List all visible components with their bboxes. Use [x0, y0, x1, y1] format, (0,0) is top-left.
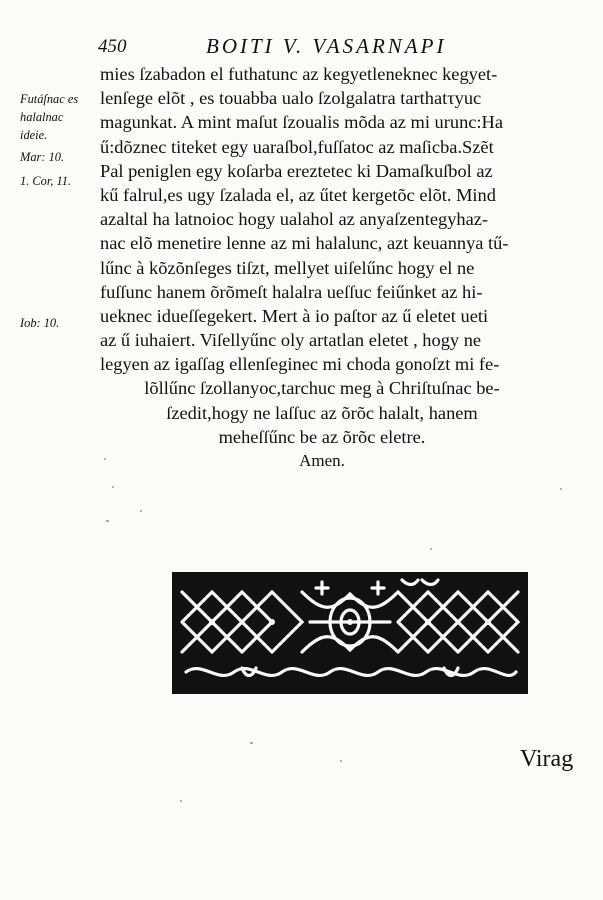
text-line: ű:dõznec titeket egy uaraſbol,fuſſatoc az maſicba.Szẽt — [100, 136, 494, 157]
text-line: Pal peniglen egy koſarba ereztetec ki Damaſkuſbol az — [100, 160, 493, 181]
marginal-ref-cor: 1. Cor, 11. — [20, 174, 72, 188]
text-line: ueknec idueſſegekert. Mert à io paſtor az ű eletet ueti — [100, 305, 489, 326]
text-line: lõllűnc ſzollanyoc,tarchuc meg à Chriſtuſnac be- — [144, 378, 500, 399]
text-line: mies ſzabadon el futhatunc az kegyetleneknec kegyet- — [100, 64, 498, 84]
text-line: ſzedit,hogy ne laſſuc az õrõc halalt, hanem — [166, 402, 478, 423]
marginal-note-line: halalnac — [20, 110, 64, 124]
text-line: az ű iuhaiert. Viſellyűnc oly artatlan eletet , hogy ne — [100, 330, 482, 351]
ink-speck — [112, 486, 114, 488]
text-line: nac elõ menetire lenne az mi halalunc, azt keuannya tű- — [100, 233, 509, 254]
ink-speck — [560, 488, 562, 490]
text-line: lenſege elõt , es touabba ualo ſzolgalatra tarthatτyuc — [100, 88, 482, 109]
running-title: BOITI V. VASARNAPI — [206, 34, 447, 58]
text-line: azaltal ha latnoioc hogy ualahol az anyaſzentegyhaz- — [100, 209, 489, 230]
ink-speck — [104, 458, 106, 460]
text-line: lűnc à kõzõnſeges tiſzt, mellyet uiſelűnc hogy el ne — [100, 257, 475, 278]
ink-speck — [250, 742, 253, 744]
knotwork-ornament — [172, 572, 528, 694]
body-text — [100, 62, 598, 473]
ink-speck — [140, 510, 142, 512]
page-number: 450 — [98, 36, 127, 57]
text-line: legyen az igaſſag ellenſeginec mi choda gonoſzt mi fe- — [100, 354, 500, 375]
ink-speck — [180, 800, 182, 802]
text-line: kű falrul,es ugy ſzalada el, az űtet kergetõc elõt. Mind — [100, 184, 496, 205]
ink-speck — [340, 760, 342, 762]
marginal-note-line: Futáſnac es — [20, 92, 79, 106]
marginal-ref-mar: Mar: 10. — [20, 150, 65, 164]
catchword: Virag — [520, 746, 574, 772]
text-line: fuſſunc hanem õrõmeſt halalra ueſſuc feiűnket az hi- — [100, 281, 483, 302]
text-line: magunkat. A mint maſut ſzoualis mõda az mi urunc:Ha — [100, 112, 503, 133]
marginal-ref-iob: Iob: 10. — [20, 316, 60, 330]
closing-amen: Amen. — [299, 451, 345, 470]
ink-speck — [430, 548, 432, 550]
marginal-note-line: ideie. — [20, 128, 48, 142]
text-line: meheſſűnc be az õrõc eletre. — [218, 426, 426, 447]
ink-speck — [106, 520, 109, 522]
